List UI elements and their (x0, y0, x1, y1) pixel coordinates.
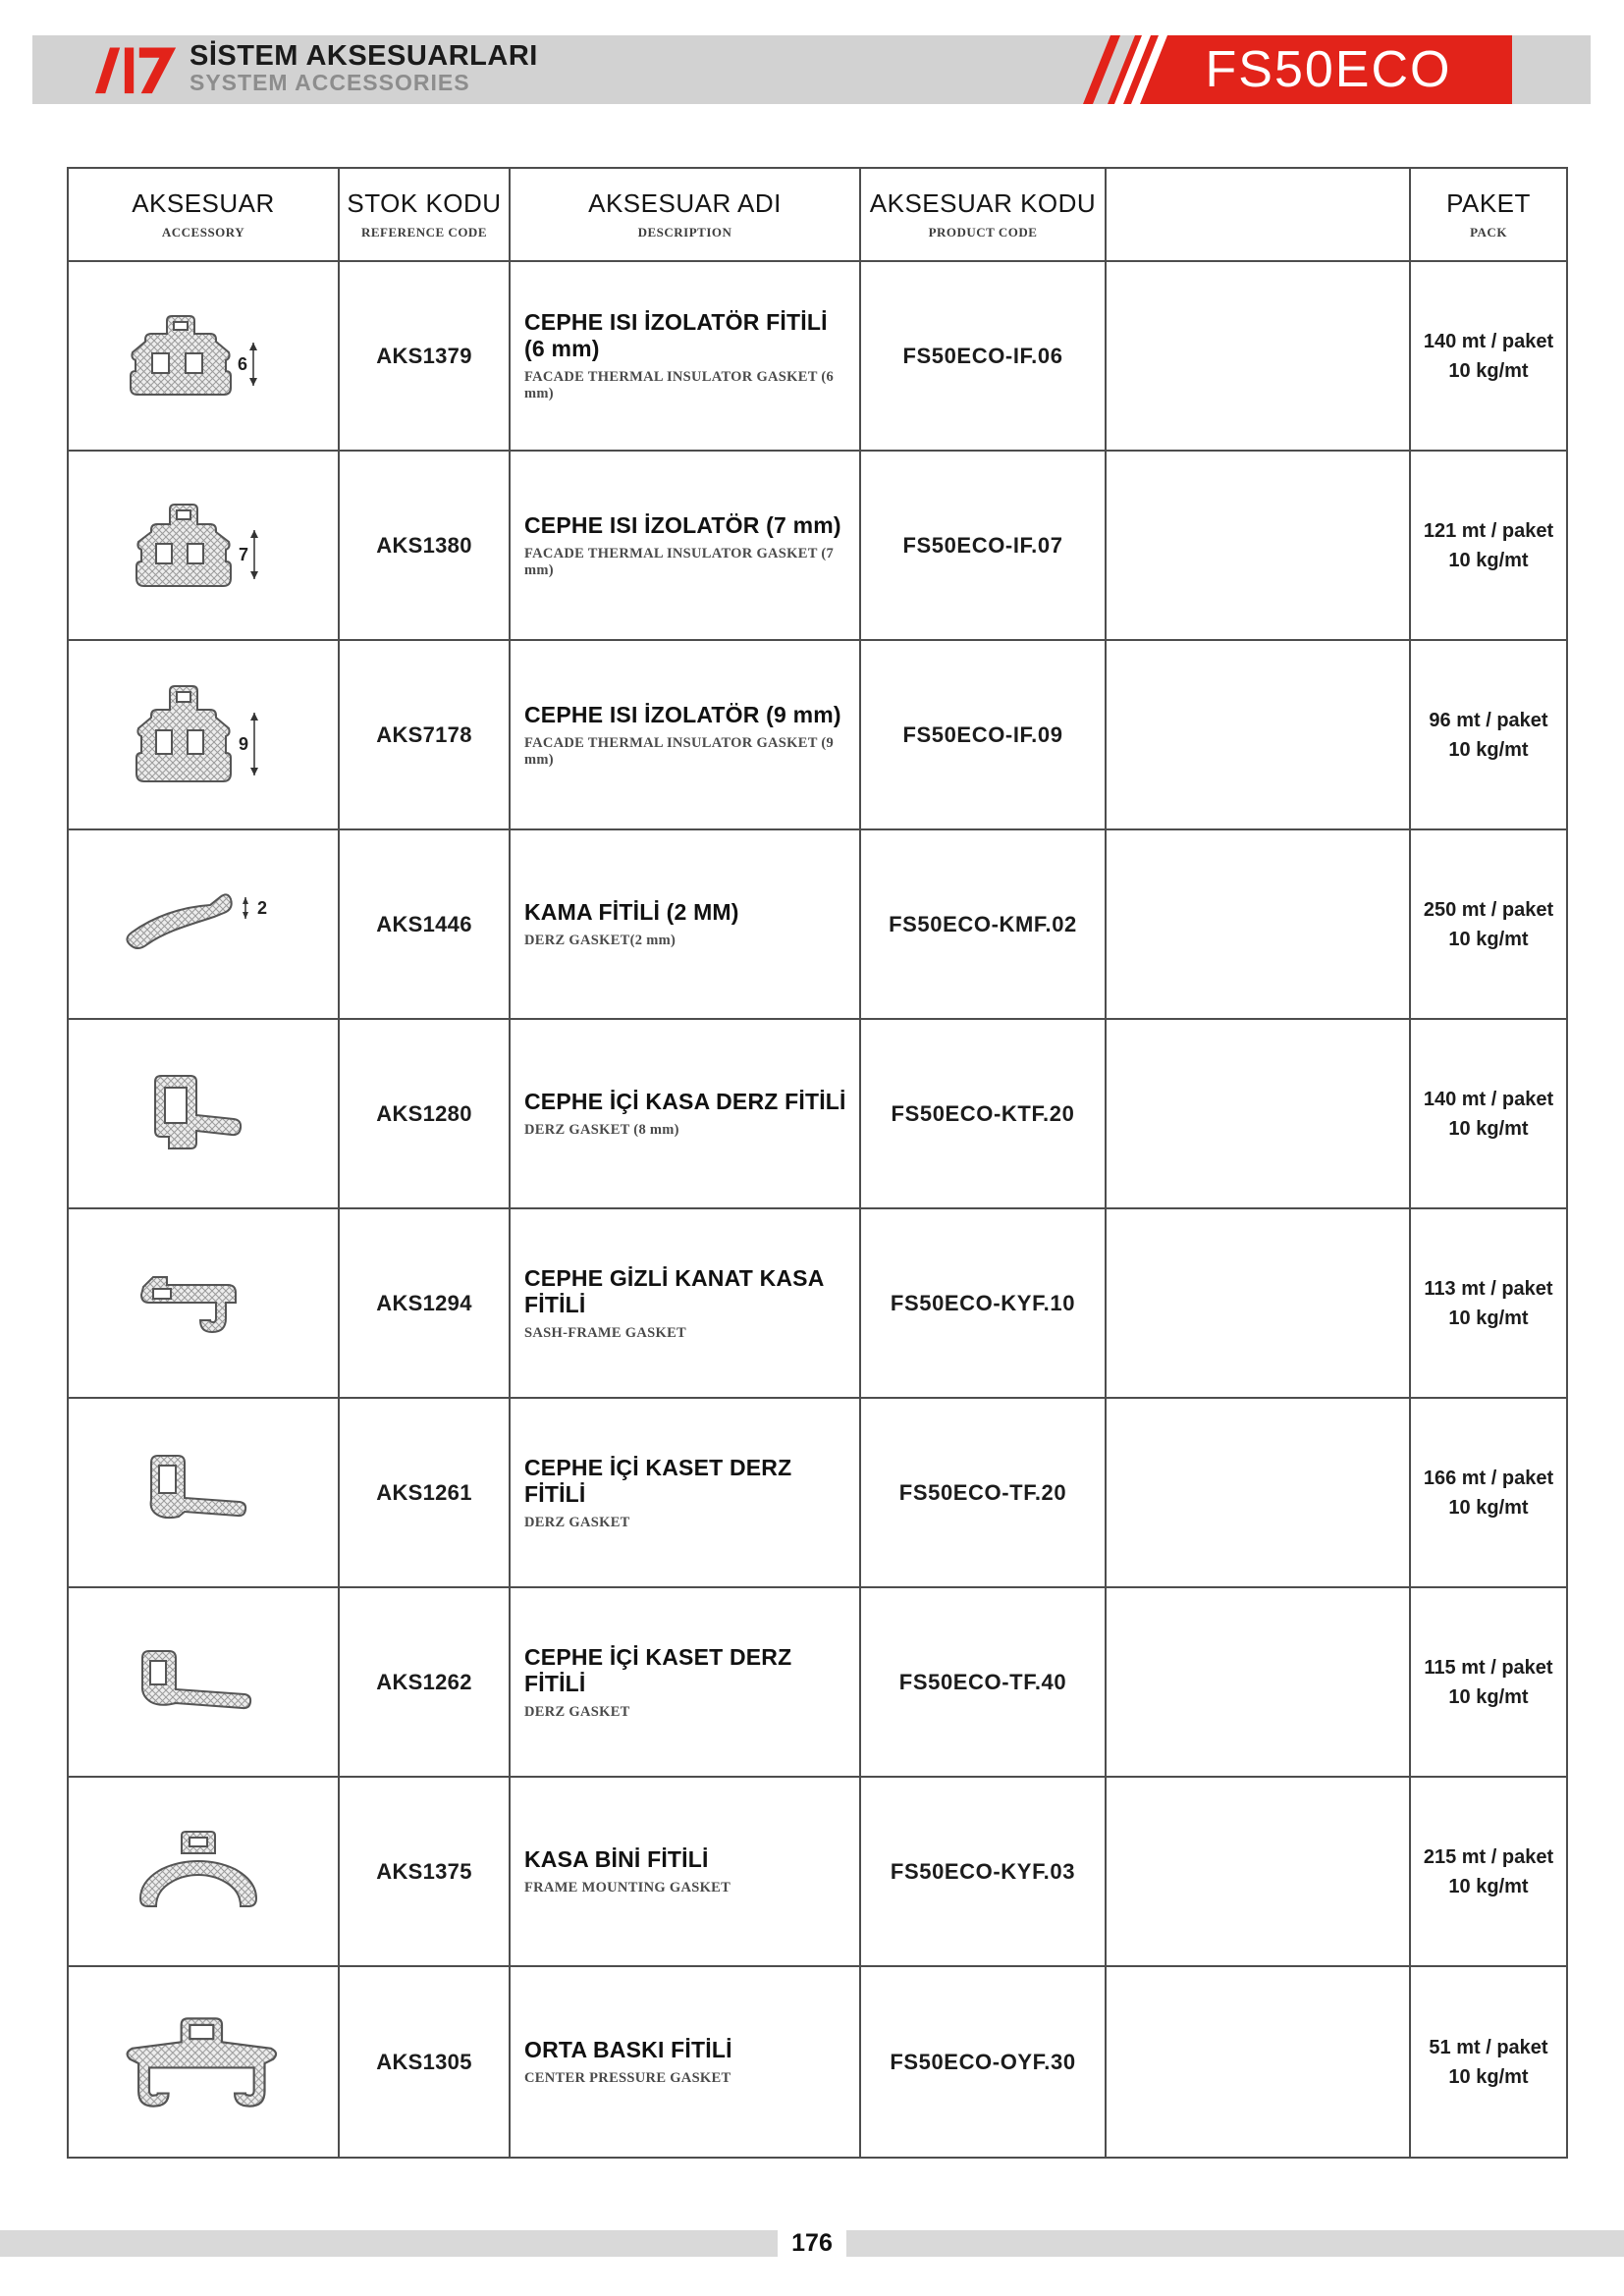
gasket-cross-section-icon (125, 1820, 282, 1923)
accessory-name-english: FRAME MOUNTING GASKET (524, 1880, 731, 1896)
pack-weight: 10 kg/mt (1448, 738, 1529, 761)
blank-cell (1107, 1588, 1411, 1778)
accessory-name-turkish: CEPHE ISI İZOLATÖR FİTİLİ (6 mm) (524, 309, 828, 361)
series-name: FS50ECO (1205, 41, 1452, 98)
accessory-name-english: DERZ GASKET (524, 1703, 630, 1720)
blank-cell (1107, 1778, 1411, 1967)
blank-cell (1107, 1209, 1411, 1399)
accessory-name-english: DERZ GASKET(2 mm) (524, 933, 677, 948)
pack-weight: 10 kg/mt (1448, 359, 1529, 382)
pack-quantity: 166 mt / paket (1423, 1467, 1554, 1489)
pack-info (1411, 1020, 1566, 1209)
brand-title-english: SYSTEM ACCESSORIES (189, 70, 470, 96)
accessory-name-english: FACADE THERMAL INSULATOR GASKET (6 mm) (524, 369, 835, 401)
pack-info (1411, 1778, 1566, 1967)
accessory-name-english: FACADE THERMAL INSULATOR GASKET (9 mm) (524, 734, 835, 768)
pack-info (1411, 1399, 1566, 1588)
pack-weight: 10 kg/mt (1448, 1307, 1529, 1329)
pack-quantity: 96 mt / paket (1429, 709, 1548, 731)
product-code: FS50ECO-KMF.02 (861, 830, 1107, 1020)
gasket-profile-drawing (69, 830, 340, 1020)
product-code: FS50ECO-IF.07 (861, 452, 1107, 641)
stock-code: AKS1294 (340, 1209, 511, 1399)
accessory-name-english: FACADE THERMAL INSULATOR GASKET (7 mm) (524, 545, 835, 578)
gasket-profile-drawing (69, 1967, 340, 2157)
svg-text:9: 9 (238, 734, 248, 754)
stock-code: AKS1305 (340, 1967, 511, 2157)
gasket-profile-drawing (69, 262, 340, 452)
pack-weight: 10 kg/mt (1448, 928, 1529, 950)
brand-text (189, 41, 538, 95)
stock-code: AKS1380 (340, 452, 511, 641)
blank-cell (1107, 1399, 1411, 1588)
accessory-name-turkish: KAMA FİTİLİ (2 MM) (524, 899, 739, 925)
blank-cell (1107, 452, 1411, 641)
product-code: FS50ECO-KYF.03 (861, 1778, 1107, 1967)
pack-info (1411, 830, 1566, 1020)
pack-quantity: 121 mt / paket (1423, 519, 1554, 542)
gasket-profile-drawing (69, 641, 340, 830)
product-code: FS50ECO-IF.06 (861, 262, 1107, 452)
column-header-blank (1107, 169, 1411, 262)
pack-weight: 10 kg/mt (1448, 549, 1529, 571)
gasket-profile-drawing (69, 452, 340, 641)
accessory-name-turkish: CEPHE İÇİ KASET DERZ FİTİLİ (524, 1643, 792, 1696)
gasket-cross-section-icon (120, 299, 287, 412)
accessory-name-turkish: KASA BİNİ FİTİLİ (524, 1846, 709, 1872)
accessory-description (511, 262, 861, 452)
product-code: FS50ECO-KYF.10 (861, 1209, 1107, 1399)
blank-cell (1107, 830, 1411, 1020)
pack-weight: 10 kg/mt (1448, 2065, 1529, 2088)
stock-code: AKS1446 (340, 830, 511, 1020)
column-header-product-code: AKSESUAR KODU PRODUCT CODE (861, 169, 1107, 262)
accessory-name-turkish: CEPHE ISI İZOLATÖR (9 mm) (524, 701, 841, 727)
gasket-profile-drawing (69, 1399, 340, 1588)
accessory-name-english: CENTER PRESSURE GASKET (524, 2070, 731, 2086)
page-number: 176 (778, 2225, 846, 2261)
pack-weight: 10 kg/mt (1448, 1496, 1529, 1519)
stock-code: AKS1375 (340, 1778, 511, 1967)
gasket-cross-section-icon (125, 489, 282, 602)
pack-weight: 10 kg/mt (1448, 1875, 1529, 1897)
accessory-description (511, 1588, 861, 1778)
accessory-name-turkish: CEPHE İÇİ KASA DERZ FİTİLİ (524, 1089, 846, 1114)
pack-info (1411, 1967, 1566, 2157)
pack-quantity: 113 mt / paket (1424, 1277, 1553, 1300)
gasket-profile-drawing (69, 1209, 340, 1399)
svg-text:7: 7 (238, 545, 248, 564)
accessory-name-english: SASH-FRAME GASKET (524, 1324, 687, 1341)
column-header-accessory: AKSESUAR ACCESSORY (69, 169, 340, 262)
gasket-cross-section-icon (125, 1629, 282, 1736)
accessory-description (511, 641, 861, 830)
gasket-cross-section-icon (130, 1060, 277, 1168)
pack-quantity: 115 mt / paket (1424, 1656, 1553, 1679)
blank-cell (1107, 262, 1411, 452)
brand-title-turkish: SİSTEM AKSESUARLARI (189, 39, 538, 72)
accessory-name-turkish: CEPHE ISI İZOLATÖR (7 mm) (524, 511, 841, 538)
accessory-description (511, 1020, 861, 1209)
svg-text:6: 6 (237, 354, 247, 374)
accessory-name-english: DERZ GASKET (524, 1514, 630, 1530)
product-code: FS50ECO-OYF.30 (861, 1967, 1107, 2157)
blank-cell (1107, 641, 1411, 830)
accessory-description (511, 830, 861, 1020)
pack-quantity: 140 mt / paket (1423, 330, 1554, 352)
pack-info (1411, 641, 1566, 830)
svg-text:2: 2 (257, 898, 268, 918)
pack-quantity: 215 mt / paket (1423, 1845, 1554, 1868)
column-header-reference-code: STOK KODU REFERENCE CODE (340, 169, 511, 262)
stock-code: AKS1261 (340, 1399, 511, 1588)
pack-quantity: 140 mt / paket (1423, 1088, 1554, 1110)
accessory-description (511, 452, 861, 641)
column-header-pack: PAKET PACK (1411, 169, 1566, 262)
pack-info (1411, 1209, 1566, 1399)
blank-cell (1107, 1967, 1411, 2157)
accessory-description (511, 1967, 861, 2157)
accessory-description (511, 1399, 861, 1588)
pack-info (1411, 452, 1566, 641)
gasket-cross-section-icon (113, 2007, 295, 2117)
pack-weight: 10 kg/mt (1448, 1685, 1529, 1708)
gasket-cross-section-icon (125, 673, 282, 796)
header-band (32, 35, 1591, 104)
gasket-profile-drawing (69, 1020, 340, 1209)
accessory-name-english: DERZ GASKET (8 mm) (524, 1122, 679, 1138)
gasket-cross-section-icon (130, 1250, 277, 1358)
product-code: FS50ECO-TF.20 (861, 1399, 1107, 1588)
blank-cell (1107, 1020, 1411, 1209)
column-header-description: AKSESUAR ADI DESCRIPTION (511, 169, 861, 262)
series-badge (1063, 35, 1512, 104)
stock-code: AKS7178 (340, 641, 511, 830)
stock-code: AKS1280 (340, 1020, 511, 1209)
accessory-name-turkish: ORTA BASKI FİTİLİ (524, 2037, 732, 2062)
stock-code: AKS1262 (340, 1588, 511, 1778)
product-code: FS50ECO-IF.09 (861, 641, 1107, 830)
accessory-description (511, 1209, 861, 1399)
pack-info (1411, 1588, 1566, 1778)
pack-weight: 10 kg/mt (1448, 1117, 1529, 1140)
product-code: FS50ECO-TF.40 (861, 1588, 1107, 1778)
brand-logo-icon (95, 40, 178, 95)
stock-code: AKS1379 (340, 262, 511, 452)
brand-block (95, 40, 538, 95)
gasket-profile-drawing (69, 1778, 340, 1967)
pack-quantity: 250 mt / paket (1423, 898, 1554, 921)
product-code: FS50ECO-KTF.20 (861, 1020, 1107, 1209)
accessory-description (511, 1778, 861, 1967)
accessories-table (67, 167, 1568, 2159)
gasket-cross-section-icon (130, 1439, 277, 1547)
gasket-cross-section-icon (120, 868, 287, 981)
gasket-profile-drawing (69, 1588, 340, 1778)
pack-quantity: 51 mt / paket (1429, 2036, 1548, 2058)
accessory-name-turkish: CEPHE İÇİ KASET DERZ FİTİLİ (524, 1454, 792, 1507)
accessory-name-turkish: CEPHE GİZLİ KANAT KASA FİTİLİ (524, 1264, 824, 1317)
pack-info (1411, 262, 1566, 452)
